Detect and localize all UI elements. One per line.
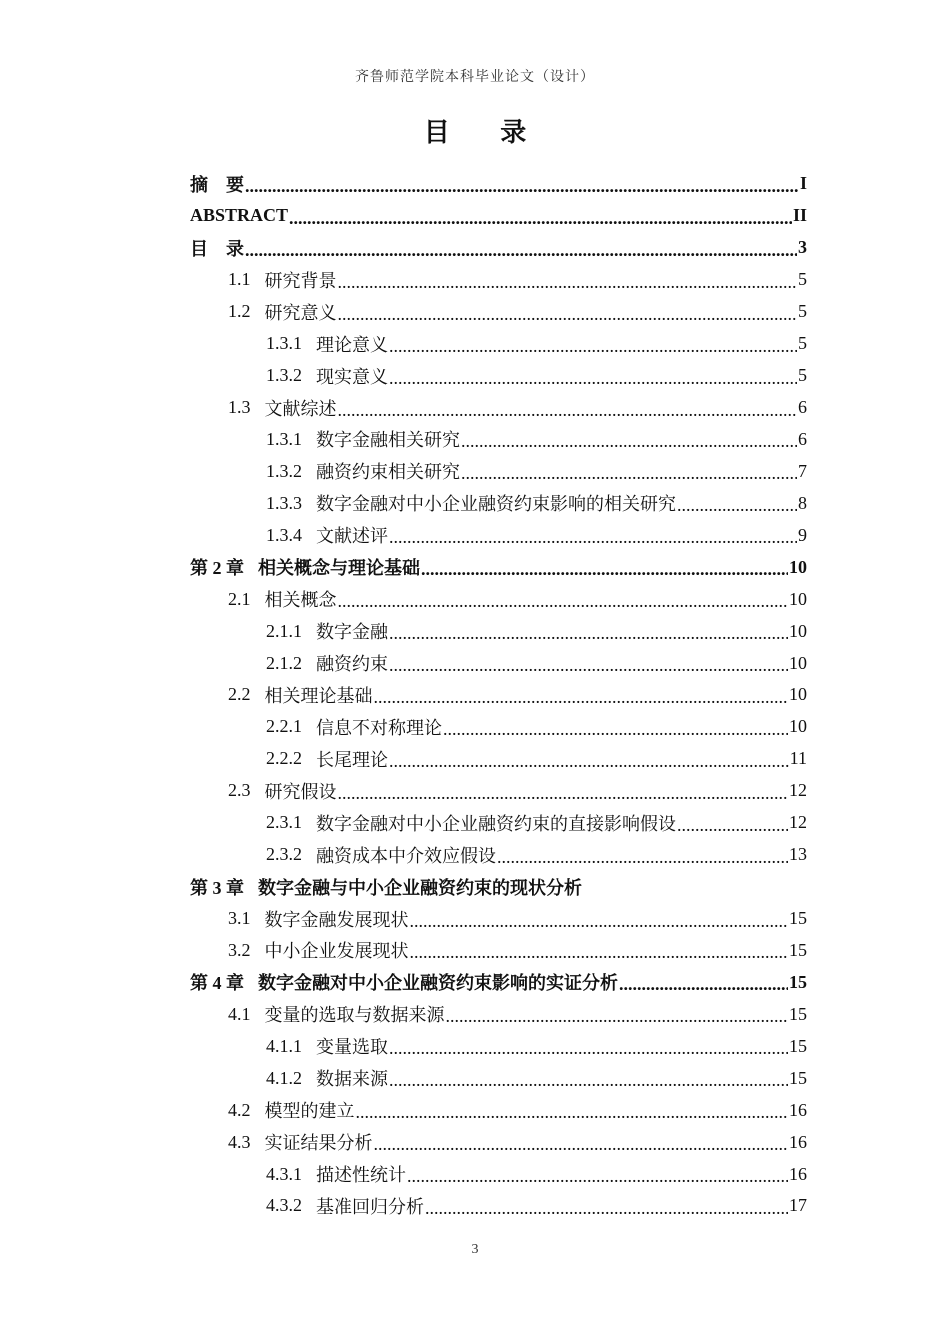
toc-entry-number: 4.3.2	[266, 1195, 302, 1216]
toc-entry-page: 5	[798, 269, 807, 290]
toc-entry-title: 相关概念	[264, 590, 337, 611]
toc-entry-page: II	[792, 205, 807, 226]
dot-leader	[421, 559, 788, 579]
toc-entry-number: 4.1.2	[266, 1067, 302, 1088]
page-number: 3	[471, 1242, 479, 1257]
toc-entry-title: 数字金融对中小企业融资约束影响的实证分析	[258, 973, 618, 994]
toc-entry-number: 1.3.3	[266, 492, 302, 513]
dot-leader	[389, 336, 797, 356]
toc-entry[interactable]	[190, 615, 807, 647]
dot-leader	[338, 783, 789, 803]
toc-entry-page: 11	[789, 748, 807, 769]
page-header: 齐鲁师范学院本科毕业论文（设计）	[355, 70, 595, 85]
dot-leader	[338, 591, 789, 611]
toc-entry[interactable]	[190, 519, 807, 551]
dot-leader	[443, 719, 788, 739]
toc-entry-title: 变量的选取与数据来源	[264, 1005, 445, 1026]
dot-leader	[289, 208, 792, 228]
dot-leader	[389, 527, 797, 547]
toc-entry-number: 3.1	[228, 908, 251, 929]
toc-entry-number: 第 4 章	[190, 973, 244, 994]
toc-entry-page: 6	[798, 428, 807, 449]
toc-entry-page: 10	[789, 556, 807, 577]
toc-entry-number: 第 2 章	[190, 558, 244, 579]
toc-entry-number: 4.1.1	[266, 1035, 302, 1056]
toc-entry-page: 10	[789, 716, 807, 737]
toc-entry-title: 文献述评	[316, 526, 388, 547]
toc-entry-title: 数字金融发展现状	[264, 909, 409, 930]
toc-entry-number: 1.1	[228, 269, 251, 290]
dot-leader	[374, 1134, 789, 1154]
toc-entry[interactable]	[190, 679, 807, 711]
toc-entry[interactable]	[190, 168, 807, 200]
toc-entry-page: 8	[798, 492, 807, 513]
toc-title: 目 录	[423, 118, 549, 147]
toc-entry[interactable]	[190, 807, 807, 839]
toc-entry-number: 4.2	[228, 1099, 251, 1120]
toc-entry-title: 现实意义	[316, 366, 388, 387]
toc-entry[interactable]	[190, 1030, 807, 1062]
toc-entry-title: 数字金融对中小企业融资约束的直接影响假设	[316, 813, 676, 834]
toc-entry-page: 12	[789, 812, 807, 833]
toc-entry-number: 2.2.2	[266, 748, 302, 769]
toc-entry[interactable]	[190, 264, 807, 296]
toc-entry-title: ABSTRACT	[190, 205, 289, 226]
toc-entry-page: 10	[789, 588, 807, 609]
toc-entry-title: 摘 要	[190, 174, 244, 195]
toc-entry-number: 2.1.1	[266, 620, 302, 641]
toc-entry[interactable]	[190, 711, 807, 743]
toc-entry[interactable]	[190, 1062, 807, 1094]
dot-leader	[461, 431, 797, 451]
dot-leader	[619, 974, 788, 994]
toc-entry[interactable]	[190, 1190, 807, 1222]
dot-leader	[446, 1006, 789, 1026]
toc-entry-page: 16	[789, 1163, 807, 1184]
toc-entry-number: 1.3.1	[266, 428, 302, 449]
toc-entry-title: 变量选取	[316, 1037, 388, 1058]
dot-leader	[677, 815, 788, 835]
toc-entry-number: 1.3.4	[266, 524, 302, 545]
toc-entry[interactable]	[190, 647, 807, 679]
dot-leader	[389, 623, 788, 643]
toc-entry[interactable]	[190, 551, 807, 583]
toc-entry-title: 数字金融相关研究	[316, 430, 460, 451]
toc-entry-page: 10	[789, 620, 807, 641]
toc-entry[interactable]	[190, 392, 807, 424]
toc-entry-number: 2.1.2	[266, 652, 302, 673]
toc-entry-title: 数字金融	[316, 622, 388, 643]
toc-entry-title: 融资约束	[316, 654, 388, 675]
dot-leader	[356, 1102, 789, 1122]
toc-entry-page: 5	[798, 301, 807, 322]
dot-leader	[410, 911, 789, 931]
toc-entry-title: 实证结果分析	[264, 1133, 373, 1154]
toc-entry-number: 2.2.1	[266, 716, 302, 737]
toc-entry-title: 研究意义	[264, 302, 337, 323]
toc-entry-page: 7	[798, 460, 807, 481]
toc-entry-number: 3.2	[228, 939, 251, 960]
toc-entry-number: 1.3.1	[266, 333, 302, 354]
toc-entry-number: 2.1	[228, 588, 251, 609]
header-rule	[188, 90, 808, 91]
toc-entry-page: 3	[798, 237, 807, 258]
dot-leader	[338, 272, 798, 292]
toc-entry-title: 长尾理论	[316, 749, 388, 770]
toc-entry-title: 基准回归分析	[316, 1196, 424, 1217]
toc-entry-page: 15	[789, 1003, 807, 1024]
toc-entry[interactable]	[190, 1094, 807, 1126]
toc-entry-page: 9	[798, 524, 807, 545]
toc-entry[interactable]	[190, 455, 807, 487]
toc-entry-number: 2.3.2	[266, 844, 302, 865]
dot-leader	[407, 1166, 788, 1186]
toc-entry[interactable]	[190, 296, 807, 328]
toc-entry-title: 描述性统计	[316, 1165, 406, 1186]
toc-entry-number: 2.3	[228, 780, 251, 801]
toc-entry[interactable]	[190, 935, 807, 967]
toc-entry-title: 融资成本中介效应假设	[316, 845, 496, 866]
toc-entry-page: 10	[789, 652, 807, 673]
toc-entry-page: 5	[798, 365, 807, 386]
toc-entry-title: 文献综述	[264, 398, 337, 419]
toc-entry-number: 1.2	[228, 301, 251, 322]
toc-entry-page: 15	[789, 1035, 807, 1056]
toc-entry-title: 中小企业发展现状	[264, 941, 409, 962]
toc-entry[interactable]	[190, 1126, 807, 1158]
toc-entry-title: 理论意义	[316, 334, 388, 355]
table-of-contents	[190, 168, 807, 1222]
toc-entry[interactable]	[190, 998, 807, 1030]
toc-entry-number: 2.2	[228, 684, 251, 705]
dot-leader	[389, 1070, 788, 1090]
toc-entry-title: 融资约束相关研究	[316, 462, 460, 483]
toc-entry[interactable]	[190, 328, 807, 360]
toc-entry-page: 15	[789, 939, 807, 960]
toc-entry-page: 12	[789, 780, 807, 801]
toc-entry-number: 1.3.2	[266, 460, 302, 481]
toc-entry-number: 4.3.1	[266, 1163, 302, 1184]
toc-entry-number: 1.3.2	[266, 365, 302, 386]
toc-entry-number: 2.3.1	[266, 812, 302, 833]
dot-leader	[389, 368, 797, 388]
toc-entry[interactable]	[190, 743, 807, 775]
toc-entry-number: 4.3	[228, 1131, 251, 1152]
toc-entry-title: 目 录	[190, 238, 244, 259]
toc-entry-title: 数字金融对中小企业融资约束影响的相关研究	[316, 494, 676, 515]
dot-leader	[374, 687, 789, 707]
toc-entry-number: 4.1	[228, 1003, 251, 1024]
toc-entry[interactable]	[190, 839, 807, 871]
toc-entry-page: 10	[789, 684, 807, 705]
toc-entry[interactable]	[190, 903, 807, 935]
toc-entry[interactable]	[190, 232, 807, 264]
toc-entry-page: 15	[789, 908, 807, 929]
toc-entry-title: 研究假设	[264, 781, 337, 802]
dot-leader	[338, 400, 798, 420]
toc-entry[interactable]	[190, 871, 807, 903]
dot-leader	[389, 751, 789, 771]
toc-entry-title: 相关理论基础	[264, 685, 373, 706]
toc-entry-title: 相关概念与理论基础	[258, 558, 420, 579]
dot-leader	[677, 495, 797, 515]
toc-entry[interactable]	[190, 966, 807, 998]
toc-entry-page: 16	[789, 1131, 807, 1152]
toc-entry-page: 17	[789, 1195, 807, 1216]
toc-entry[interactable]	[190, 1158, 807, 1190]
dot-leader	[497, 847, 788, 867]
dot-leader	[425, 1198, 788, 1218]
dot-leader	[245, 240, 797, 260]
toc-entry-page: 13	[789, 844, 807, 865]
toc-entry-title: 研究背景	[264, 270, 337, 291]
toc-entry-page: 6	[798, 397, 807, 418]
toc-entry-page: 5	[798, 333, 807, 354]
toc-entry-number: 1.3	[228, 397, 251, 418]
toc-entry-page: 15	[789, 971, 807, 992]
toc-entry-title: 数字金融与中小企业融资约束的现状分析	[258, 877, 582, 898]
dot-leader	[245, 176, 799, 196]
dot-leader	[410, 942, 789, 962]
toc-entry-number: 第 3 章	[190, 877, 244, 898]
dot-leader	[389, 1038, 788, 1058]
toc-entry[interactable]	[190, 583, 807, 615]
toc-entry-page: 15	[789, 1067, 807, 1088]
toc-entry-title: 模型的建立	[264, 1101, 355, 1122]
dot-leader	[338, 304, 798, 324]
dot-leader	[389, 655, 788, 675]
toc-entry[interactable]	[190, 360, 807, 392]
dot-leader	[461, 463, 797, 483]
toc-entry-title: 数据来源	[316, 1069, 388, 1090]
toc-entry-title: 信息不对称理论	[316, 717, 442, 738]
toc-entry-page: I	[799, 173, 807, 194]
toc-entry[interactable]	[190, 200, 807, 232]
toc-entry[interactable]	[190, 424, 807, 456]
toc-entry-page: 16	[789, 1099, 807, 1120]
toc-entry[interactable]	[190, 487, 807, 519]
toc-entry[interactable]	[190, 775, 807, 807]
